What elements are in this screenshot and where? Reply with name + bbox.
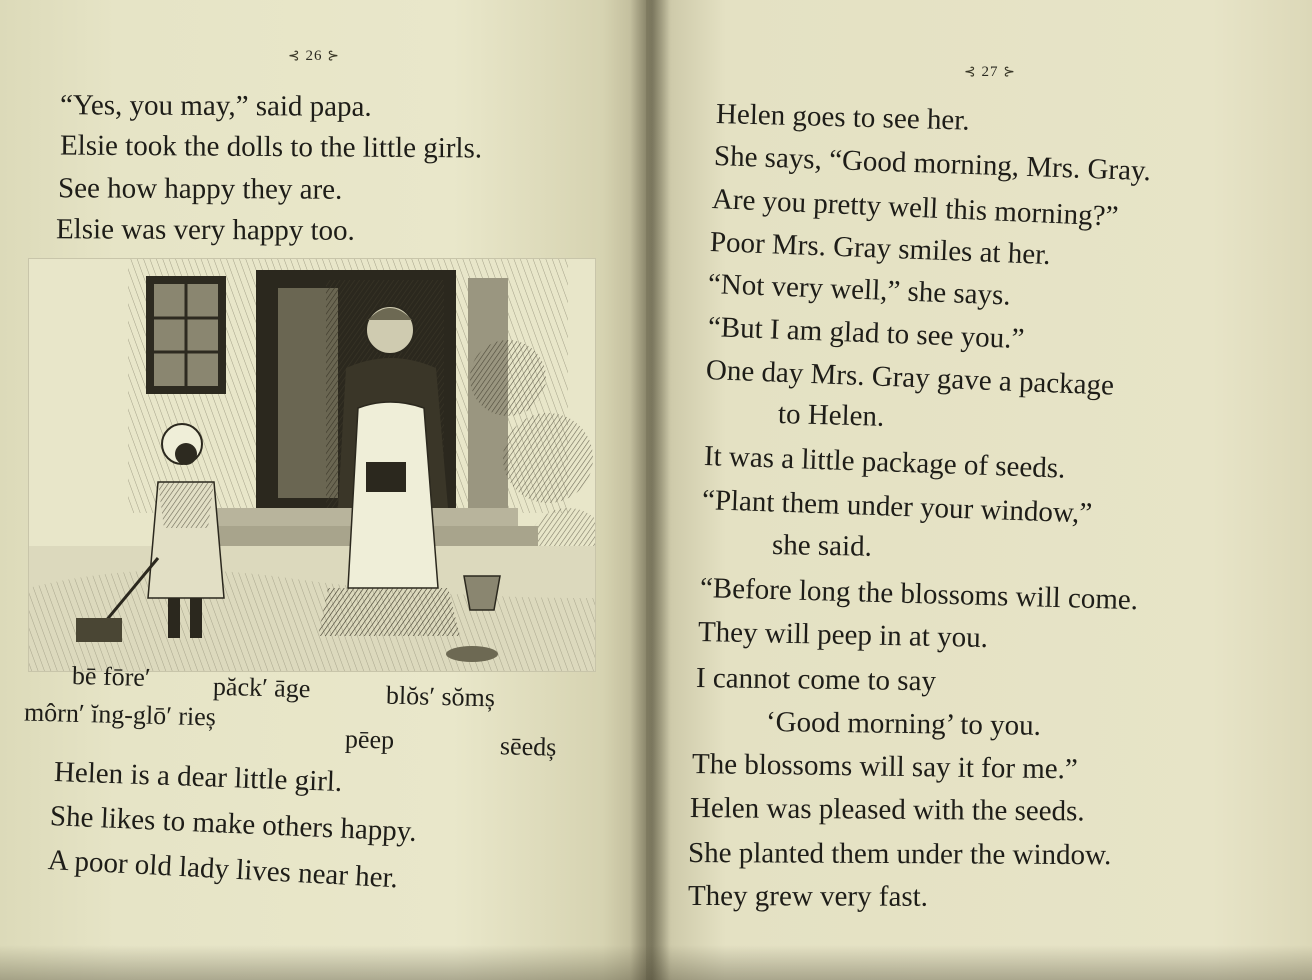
left-page [0,0,648,980]
page-number-26: ⊰ 26 ⊱ [288,48,340,64]
text-line: Elsie took the dolls to the little girls. [59,129,483,165]
page-number-27: ⊰ 27 ⊱ [964,64,1016,80]
ornament-left-icon: ⊰ [288,49,301,64]
text-line: Helen goes to see her. [715,98,971,137]
text-line: The blossoms will say it for me.” [691,748,1079,786]
text-line: A poor old lady lives near her. [47,844,399,895]
text-line: she said. [771,529,873,563]
text-line: “Not very well,” she says. [707,268,1012,312]
vocab-word: sēedș [499,731,557,762]
text-line: She likes to make others happy. [49,800,418,848]
vocab-word: môrn′ ĭng-glō′ rieș [23,697,217,732]
text-line: “But I am glad to see you.” [707,311,1025,356]
text-line: They grew very fast. [687,880,929,913]
ornament-right-icon: ⊱ [1003,65,1016,80]
text-line: Helen is a dear little girl. [53,756,343,799]
text-line: I cannot come to say [695,662,937,698]
illustration-woman-and-girl [28,258,596,672]
text-line: She says, “Good morning, Mrs. Gray. [713,140,1152,188]
text-line: ‘Good morning’ to you. [765,706,1042,742]
text-line: Are you pretty well this morning?” [711,183,1120,233]
text-line: See how happy they are. [57,172,343,206]
text-line: Elsie was very happy too. [55,213,355,247]
text-line: to Helen. [777,398,885,433]
right-page [646,0,1312,980]
text-line: Helen was pleased with the seeds. [689,792,1085,828]
text-line: It was a little package of seeds. [703,440,1066,485]
text-line: They will peep in at you. [697,616,989,655]
text-line: She planted them under the window. [687,837,1112,872]
ornament-left-icon: ⊰ [964,65,977,80]
text-line: “Before long the blossoms will come. [699,572,1139,617]
vocab-word: blŏs′ sŏmș [385,680,496,713]
text-line: Poor Mrs. Gray smiles at her. [709,226,1052,272]
vocab-word: pēep [344,724,395,755]
ornament-right-icon: ⊱ [327,49,340,64]
vocab-word: bē fōre′ [71,660,151,693]
text-line: One day Mrs. Gray gave a package [705,354,1115,402]
text-line: “Plant them under your window,” [701,484,1093,530]
vocab-word: păck′ āge [212,671,311,704]
text-line: “Yes, you may,” said papa. [59,89,372,123]
page-bottom-edge [0,945,1312,980]
